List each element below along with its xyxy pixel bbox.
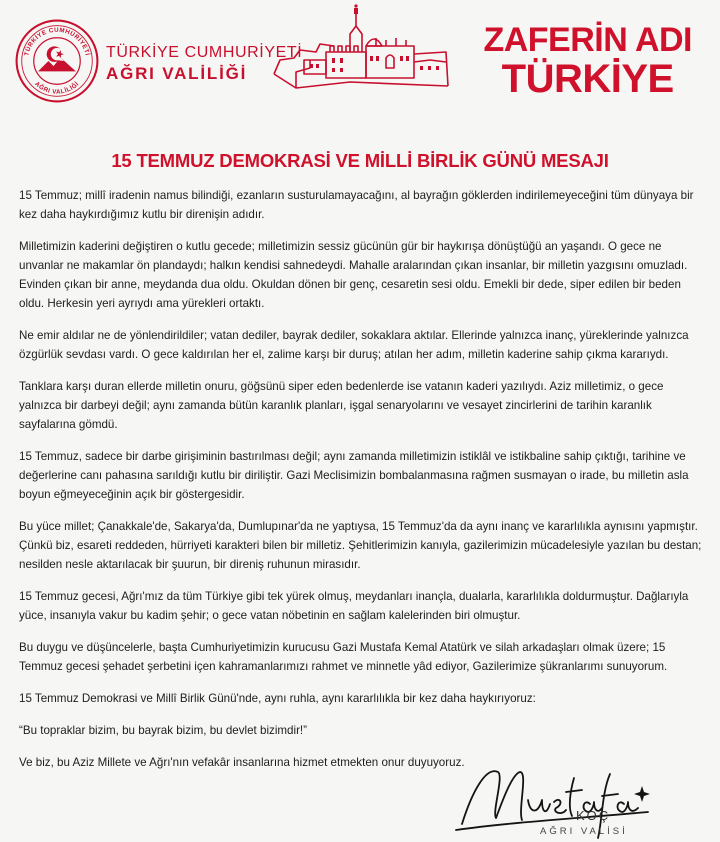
slogan	[483, 22, 692, 100]
paragraph: Bu duygu ve düşüncelerle, başta Cumhuriyetimizin kurucusu Gazi Mustafa Kemal Atatürk ve silah arkadaşları olmak üzere; 15 Temmuz gecesi şehadet şerbetini içen kahramanlarımızı rahmet ve minnetle yâd ediyor, Gazilerimize şükranlarımı sunuyorum.	[19, 641, 668, 673]
ishak-pasha-palace-icon	[270, 2, 452, 92]
paragraph: 15 Temmuz Demokrasi ve Millî Birlik Günü'nde, aynı ruhla, aynı kararlılıkla bir kez daha haykırıyoruz:	[19, 692, 536, 705]
svg-text:TÜRKİYE CUMHURİYETİ: TÜRKİYE CUMHURİYETİ	[23, 26, 91, 57]
turkish-seal-icon	[14, 18, 100, 104]
paragraph: 15 Temmuz; millî iradenin namus bilindiği, ezanların susturulamayacağını, al bayrağın göklerden indirilemeyeceğini tüm dünyaya bir kez daha haykırdığımız kutlu bir direnişin adıdır.	[19, 189, 694, 221]
signatory-title: AĞRI VALİSİ	[540, 826, 628, 837]
paragraph: Milletimizin kaderini değiştiren o kutlu gecede; milletimizin sessiz gücünün gür bir haykırışa dönüştüğü an yaşandı. O gece ne unvanlar ne makamlar ön plandaydı; halkın kendisi sahnedeydi. Mahalle aralarından çıkan insanlar, bir milletin yazgısını omuzladı. Evinden çıkan bir anne, meydanda dua oldu. Okuldan dönen bir genç, cesaretin sesi oldu. Emekli bir dede, siper edilen bir beden oldu. Herkesin yeri ayrıydı ama yürekleri ortaktı.	[19, 240, 688, 310]
paragraph: 15 Temmuz gecesi, Ağrı'mız da tüm Türkiye gibi tek yürek olmuş, meydanları inançla, dualarla, kararlılıkla doldurmuştur. Dağlarıyla yüce, insanıyla vakur bu kadim şehir; o gece vatan nöbetinin en sağlam kalelerinden biri olmuştur.	[19, 590, 689, 622]
paragraph: “Bu topraklar bizim, bu bayrak bizim, bu devlet bizimdir!”	[19, 724, 308, 737]
paragraph: Tanklara karşı duran ellerde milletin onuru, göğsünü siper eden bedenlerde ise vatanın kaderi yazılıydı. Aziz milletimiz, o gece yalnızca bir darbeyi değil; aynı zamanda bütün karanlık planları, işgal senaryolarını ve vesayet zincirlerini de tarihin karanlık sayfalarına gömdü.	[19, 380, 664, 431]
message-title: 15 TEMMUZ DEMOKRASİ VE MİLLİ BİRLİK GÜNÜ MESAJI	[111, 150, 609, 171]
gov-line2: AĞRI VALİLİĞİ	[106, 64, 248, 83]
slogan-line2: TÜRKİYE	[501, 57, 674, 101]
slogan-line1: ZAFERİN ADI	[483, 21, 692, 59]
message-body	[19, 186, 703, 785]
gov-line1: TÜRKİYE CUMHURİYETİ	[106, 44, 303, 61]
svg-text:AĞRI VALİLİĞİ: AĞRI VALİLİĞİ	[33, 80, 81, 96]
paragraph: Ne emir aldılar ne de yönlendirildiler; vatan dediler, bayrak dediler, sokaklara aktılar. Ellerinde yalnızca inanç, yüreklerinde yalnızca özgürlük sevdası vardı. O gece kaldırılan her el, zalime karşı bir duruş; atılan her adım, milletin kaderine sahip çıkma kararıydı.	[19, 329, 689, 361]
paragraph: 15 Temmuz, sadece bir darbe girişiminin bastırılması değil; aynı zamanda milletimizin istiklâl ve istikbaline sahip çıktığı, tarihine ve değerlerine canı pahasına sarıldığı kutlu bir diriliştir. Gazi Meclisimizin bombalanmasına rağmen susmayan o irade, bu milletin asla boyun eğmeyeceğinin açık bir göstergesidir.	[19, 450, 689, 501]
paragraph: Bu yüce millet; Çanakkale'de, Sakarya'da, Dumlupınar'da ne yaptıysa, 15 Temmuz'da da aynı inanç ve kararlılıkla aynısını yapmıştır. Çünkü biz, esareti reddeden, hürriyeti karakteri bilen bir milletiz. Şehitlerimizin kanıyla, gazilerimizin mücadelesiyle yazılan bu destan; nesilden nesle aktarılacak bir şuurun, bir direniş ruhunun mirasıdır.	[19, 520, 702, 571]
signatory-name: KOÇ	[576, 808, 611, 823]
paragraph: Ve biz, bu Aziz Millete ve Ağrı'nın vefakâr insanlarına hizmet etmekten onur duyuyoruz.	[19, 756, 465, 769]
letterhead	[0, 0, 720, 130]
